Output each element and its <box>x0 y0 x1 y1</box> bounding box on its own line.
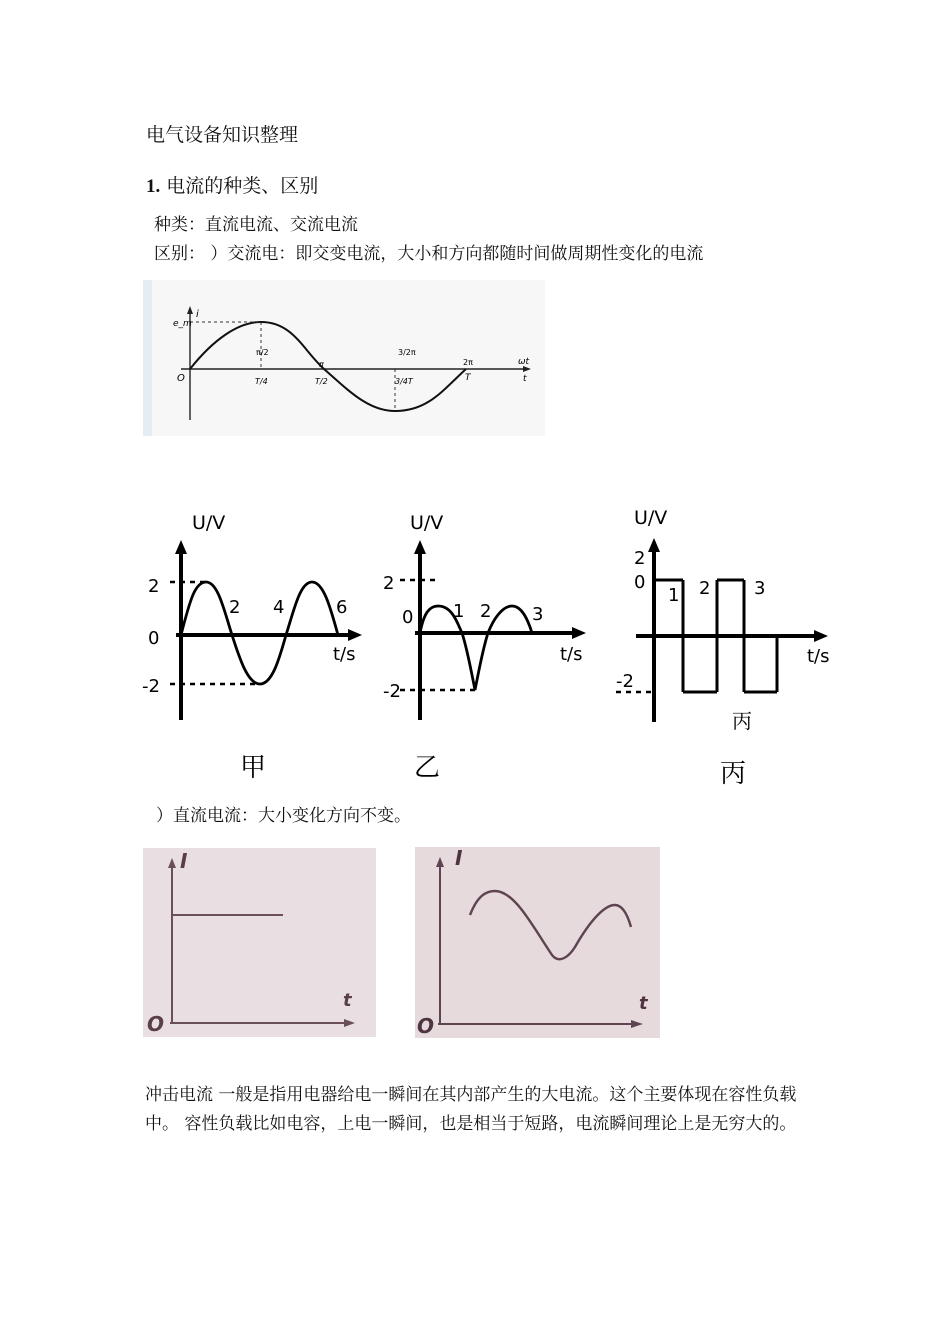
panel-bing-x3: 3 <box>754 578 766 599</box>
pi-half-label: π/2 <box>256 348 269 357</box>
panel-jia-x2: 2 <box>229 597 241 618</box>
section-number: 1. <box>146 176 161 197</box>
panel-jia-xlabel: t/s <box>333 644 356 665</box>
panel-jia-yneg2: -2 <box>142 676 160 697</box>
panel-jia-caption: 甲 <box>240 753 267 783</box>
panel-bing-xlabel: t/s <box>807 646 830 667</box>
two-pi-label: 2π <box>463 358 473 367</box>
panel-yi-x1: 1 <box>453 601 465 622</box>
panel-jia-x4: 4 <box>273 597 285 618</box>
panel-jia-x6: 6 <box>336 597 348 618</box>
panel-bing-x1: 1 <box>668 585 680 606</box>
panel-jia-y2: 2 <box>148 576 160 597</box>
panel-yi-yneg2: -2 <box>383 681 401 702</box>
panel-yi-ylabel: U/V <box>410 512 444 534</box>
peak-label: e_m <box>173 319 192 329</box>
origin-label: O <box>177 373 185 384</box>
surge-current-paragraph: 冲击电流 一般是指用电器给电一瞬间在其内部产生的大电流。这个主要体现在容性负载中。 容性负载比如电容，上电一瞬间，也是相当于短路，电流瞬间理论上是无穷大的。 <box>145 1085 797 1134</box>
section-heading <box>146 175 318 198</box>
t-full-label: T <box>465 373 471 383</box>
panel-yi-y0: 0 <box>402 607 414 628</box>
difference-line: 区别： ）交流电：即交变电流，大小和方向都随时间做周期性变化的电流 <box>154 244 704 264</box>
panel-yi <box>383 512 586 783</box>
panel-jia-y0: 0 <box>148 628 160 649</box>
dc-right-ylabel: I <box>455 847 463 870</box>
section-title: 电流的种类、区别 <box>166 175 319 197</box>
panel-bing-x2: 2 <box>699 578 711 599</box>
panel-bing-ylabel: U/V <box>634 507 668 529</box>
panel-yi-x3: 3 <box>532 604 544 625</box>
panel-yi-caption: 乙 <box>414 753 441 783</box>
panel-yi-x2: 2 <box>480 601 492 622</box>
panel-bing-yneg2: -2 <box>616 671 634 692</box>
panel-bing-y2: 2 <box>634 548 646 569</box>
dc-right-xlabel: t <box>639 993 648 1014</box>
pi-label: π <box>319 360 324 369</box>
panel-yi-y2: 2 <box>383 573 395 594</box>
waveforms-figure <box>140 500 840 800</box>
t-half-label: T/2 <box>315 377 328 386</box>
three-quarter-t-label: 3/4T <box>395 377 413 386</box>
y-axis-label: i <box>196 309 199 320</box>
ac-sine-figure <box>143 280 545 436</box>
t-axis-label: t <box>523 374 527 384</box>
types-line: 种类：直流电流、交流电流 <box>154 215 358 235</box>
dc-constant-figure <box>143 848 376 1037</box>
dc-left-origin: O <box>147 1012 165 1036</box>
panel-jia <box>142 512 362 783</box>
panel-jia-ylabel: U/V <box>192 512 226 534</box>
dc-left-xlabel: t <box>343 990 352 1011</box>
panel-bing-extra-label: 丙 <box>732 709 752 733</box>
panel-bing-caption: 丙 <box>720 759 747 789</box>
dc-pulsating-figure <box>415 847 660 1038</box>
three-half-pi-label: 3/2π <box>398 348 416 357</box>
document-title: 电气设备知识整理 <box>146 124 299 146</box>
dc-right-origin: O <box>417 1014 435 1038</box>
panel-yi-xlabel: t/s <box>560 644 583 665</box>
dc-line: ）直流电流：大小变化方向不变。 <box>156 806 411 826</box>
panel-bing-y0: 0 <box>634 572 646 593</box>
t-quarter-label: T/4 <box>255 377 268 386</box>
panel-yi-curve <box>420 606 532 690</box>
dc-left-ylabel: I <box>180 849 188 873</box>
omega-t-label: ωt <box>518 357 530 367</box>
panel-bing <box>616 507 830 789</box>
